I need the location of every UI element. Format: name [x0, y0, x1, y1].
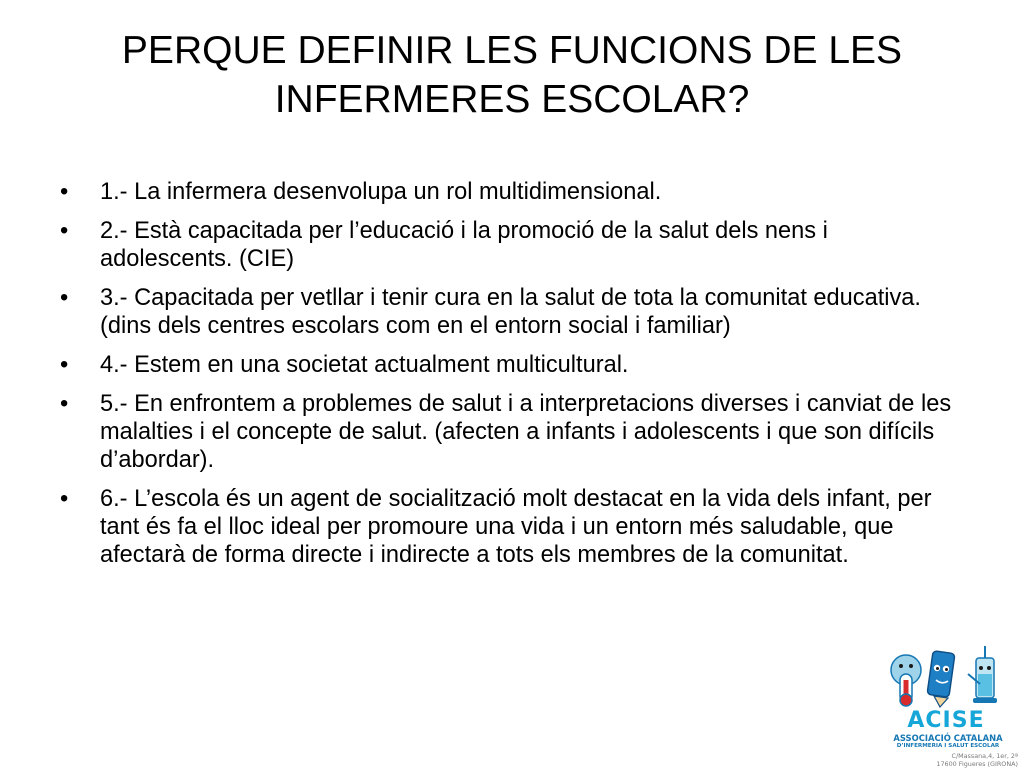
logo-mascots-icon [880, 644, 1016, 708]
acise-logo [880, 644, 1020, 766]
logo-address-2: 17600 Figueres (GIRONA) [936, 760, 1018, 768]
bullet-item-5 [60, 390, 960, 474]
syringe-mascot-icon [968, 646, 997, 703]
slide-title-line-1: PERQUE DEFINIR LES FUNCIONS DE LES [121, 29, 903, 72]
logo-address-1: C/Massana,4, 1er, 2ª [951, 752, 1018, 760]
bullet-marker: • [60, 285, 69, 311]
bullet-text: 1.- La infermera desenvolupa un rol multidimensional. [100, 179, 662, 205]
pencil-mascot-icon [927, 651, 955, 707]
bullet-item-3 [60, 284, 960, 340]
thermometer-mascot-icon [891, 655, 921, 706]
bullet-marker: • [60, 218, 69, 244]
bullet-list [60, 178, 960, 580]
logo-name: ACISE [907, 708, 985, 733]
bullet-marker: • [60, 352, 69, 378]
bullet-item-1 [60, 178, 960, 206]
bullet-marker: • [60, 486, 69, 512]
bullet-item-2 [60, 217, 960, 273]
bullet-text: 5.- En enfrontem a problemes de salut i a interpretacions diverses i canviat de les malalties i el concepte de salut. (afecten a infants i adolescents i que son difícils d’abordar). [100, 391, 952, 473]
bullet-text: 2.- Està capacitada per l’educació i la promoció de la salut dels nens i adolescents. (CIE) [100, 218, 828, 272]
bullet-item-4 [60, 351, 960, 379]
bullet-text: 4.- Estem en una societat actualment multicultural. [100, 352, 629, 378]
bullet-marker: • [60, 391, 69, 417]
bullet-text: 3.- Capacitada per vetllar i tenir cura en la salut de tota la comunitat educativa. (dins dels centres escolars com en el entorn social i familiar) [100, 285, 921, 339]
slide-title [40, 26, 984, 124]
slide-title-line-2: INFERMERES ESCOLAR? [274, 78, 750, 121]
bullet-marker: • [60, 179, 69, 205]
bullet-text: 6.- L’escola és un agent de socialització molt destacat en la vida dels infant, per tant és fa el lloc ideal per promoure una vida i un entorn més saludable, que afectarà de forma directe i indirecte a tots els membres de la comunitat. [100, 486, 932, 568]
logo-subtitle-2: D’INFERMERIA I SALUT ESCOLAR [896, 743, 1000, 749]
bullet-item-6 [60, 485, 960, 569]
logo-subtitle-1: ASSOCIACIÓ CATALANA [893, 733, 1003, 743]
